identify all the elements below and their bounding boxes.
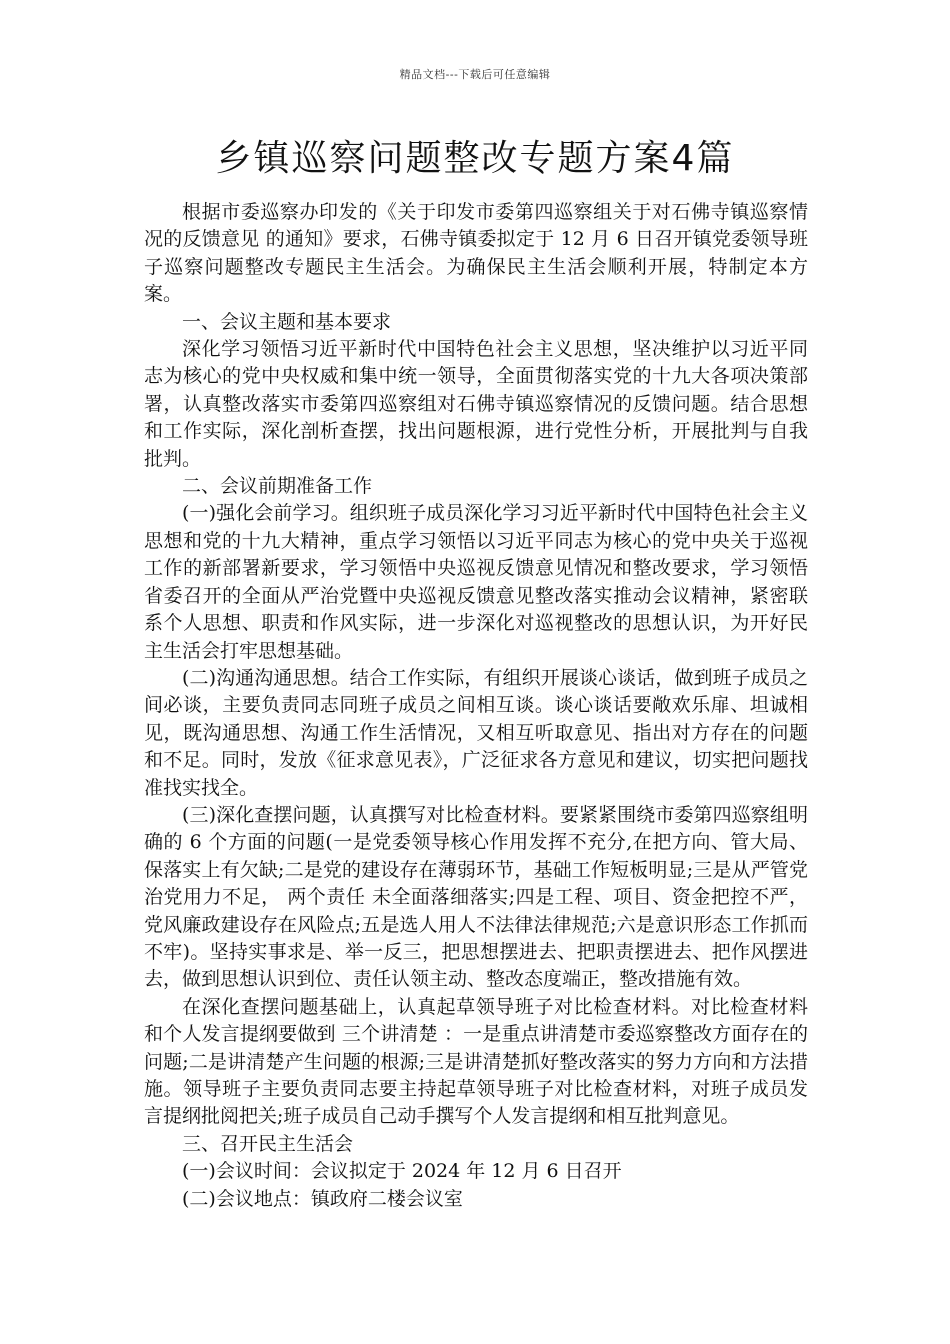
subsection-2-paragraph: (二)沟通沟通思想。结合工作实际，有组织开展谈心谈话，做到班子成员之间必谈，主要负责同志同班子成员之间相互谈。谈心谈话要敞欢乐扉、坦诚相见，既沟通思想、沟通工作生活情况，又相互听取意见、指出对方存在的问题和不足。同时，发放《征求意见表》，广泛征求各方意见和建议，切实把问题找准找实找全。 — [144, 666, 808, 799]
comparison-material-paragraph: 在深化查摆问题基础上，认真起草领导班子对比检查材料。对比检查材料和个人发言提纲要做到 三个讲清楚 ：一是重点讲清楚市委巡察整改方面存在的问题;二是讲清楚产生问题的根源;三是讲清楚抓好整改落实的努力方向和方法措施。领导班子主要负责同志要主持起草领导班子对比检查材料，对班子成员发言提纲批阅把关;班子成员自己动手撰写个人发言提纲和相互批判意见。 — [144, 995, 808, 1128]
intro-paragraph: 根据市委巡察办印发的《关于印发市委第四巡察组关于对石佛寺镇巡察情况的反馈意见 的通知》要求，石佛寺镇委拟定于 12 月 6 日召开镇党委领导班子巡察问题整改专题民主生活会。为确保民主生活会顺利开展，特制定本方案。 — [144, 201, 808, 306]
document-body — [144, 199, 808, 1213]
section-1-paragraph: 深化学习领悟习近平新时代中国特色社会主义思想，坚决维护以习近平同志为核心的党中央权威和集中统一领导，全面贯彻落实党的十九大各项决策部署，认真整改落实市委第四巡察组对石佛寺镇巡察情况的反馈问题。结合思想和工作实际，深化剖析查摆，找出问题根源，进行党性分析，开展批判与自我批判。 — [144, 338, 808, 470]
subsection-3-paragraph: (三)深化查摆问题，认真撰写对比检查材料。要紧紧围绕市委第四巡察组明确的 6 个方面的问题(一是党委领导核心作用发挥不充分,在把方向、管大局、保落实上有欠缺;二是党的建设存在薄弱环节，基础工作短板明显;三是从严管党治党用力不足， 两个责任 未全面落细落实;四是工程、项目、资金把控不严，党风廉政建设存在风险点;五是选人用人不法律法律规范;六是意识形态工作抓而不牢)。坚持实事求是、举一反三，把思想摆进去、把职责摆进去、把作风摆进去，做到思想认识到位、责任认领主动、整改态度端正，整改措施有效。 — [144, 803, 808, 991]
section-heading-2: 二、会议前期准备工作 — [182, 475, 373, 498]
header-note: 精品文档---下载后可任意编辑 — [399, 68, 551, 81]
meeting-time-line: (一)会议时间：会议拟定于 2024 年 12 月 6 日召开 — [182, 1160, 622, 1183]
meeting-location-line: (二)会议地点：镇政府二楼会议室 — [182, 1187, 463, 1210]
section-heading-3: 三、召开民主生活会 — [182, 1132, 354, 1155]
subsection-1-paragraph: (一)强化会前学习。组织班子成员深化学习习近平新时代中国特色社会主义思想和党的十九大精神，重点学习领悟以习近平同志为核心的党中央关于巡视工作的新部署新要求，学习领悟中央巡视反馈意见情况和整改要求，学习领悟省委召开的全面从严治党暨中央巡视反馈意见整改落实推动会议精神，紧密联系个人思想、职责和作风实际，进一步深化对巡视整改的思想认识，为开好民主生活会打牢思想基础。 — [144, 502, 808, 662]
section-heading-1: 一、会议主题和基本要求 — [182, 310, 392, 333]
document-title: 乡镇巡察问题整改专题方案4篇 — [215, 138, 735, 179]
